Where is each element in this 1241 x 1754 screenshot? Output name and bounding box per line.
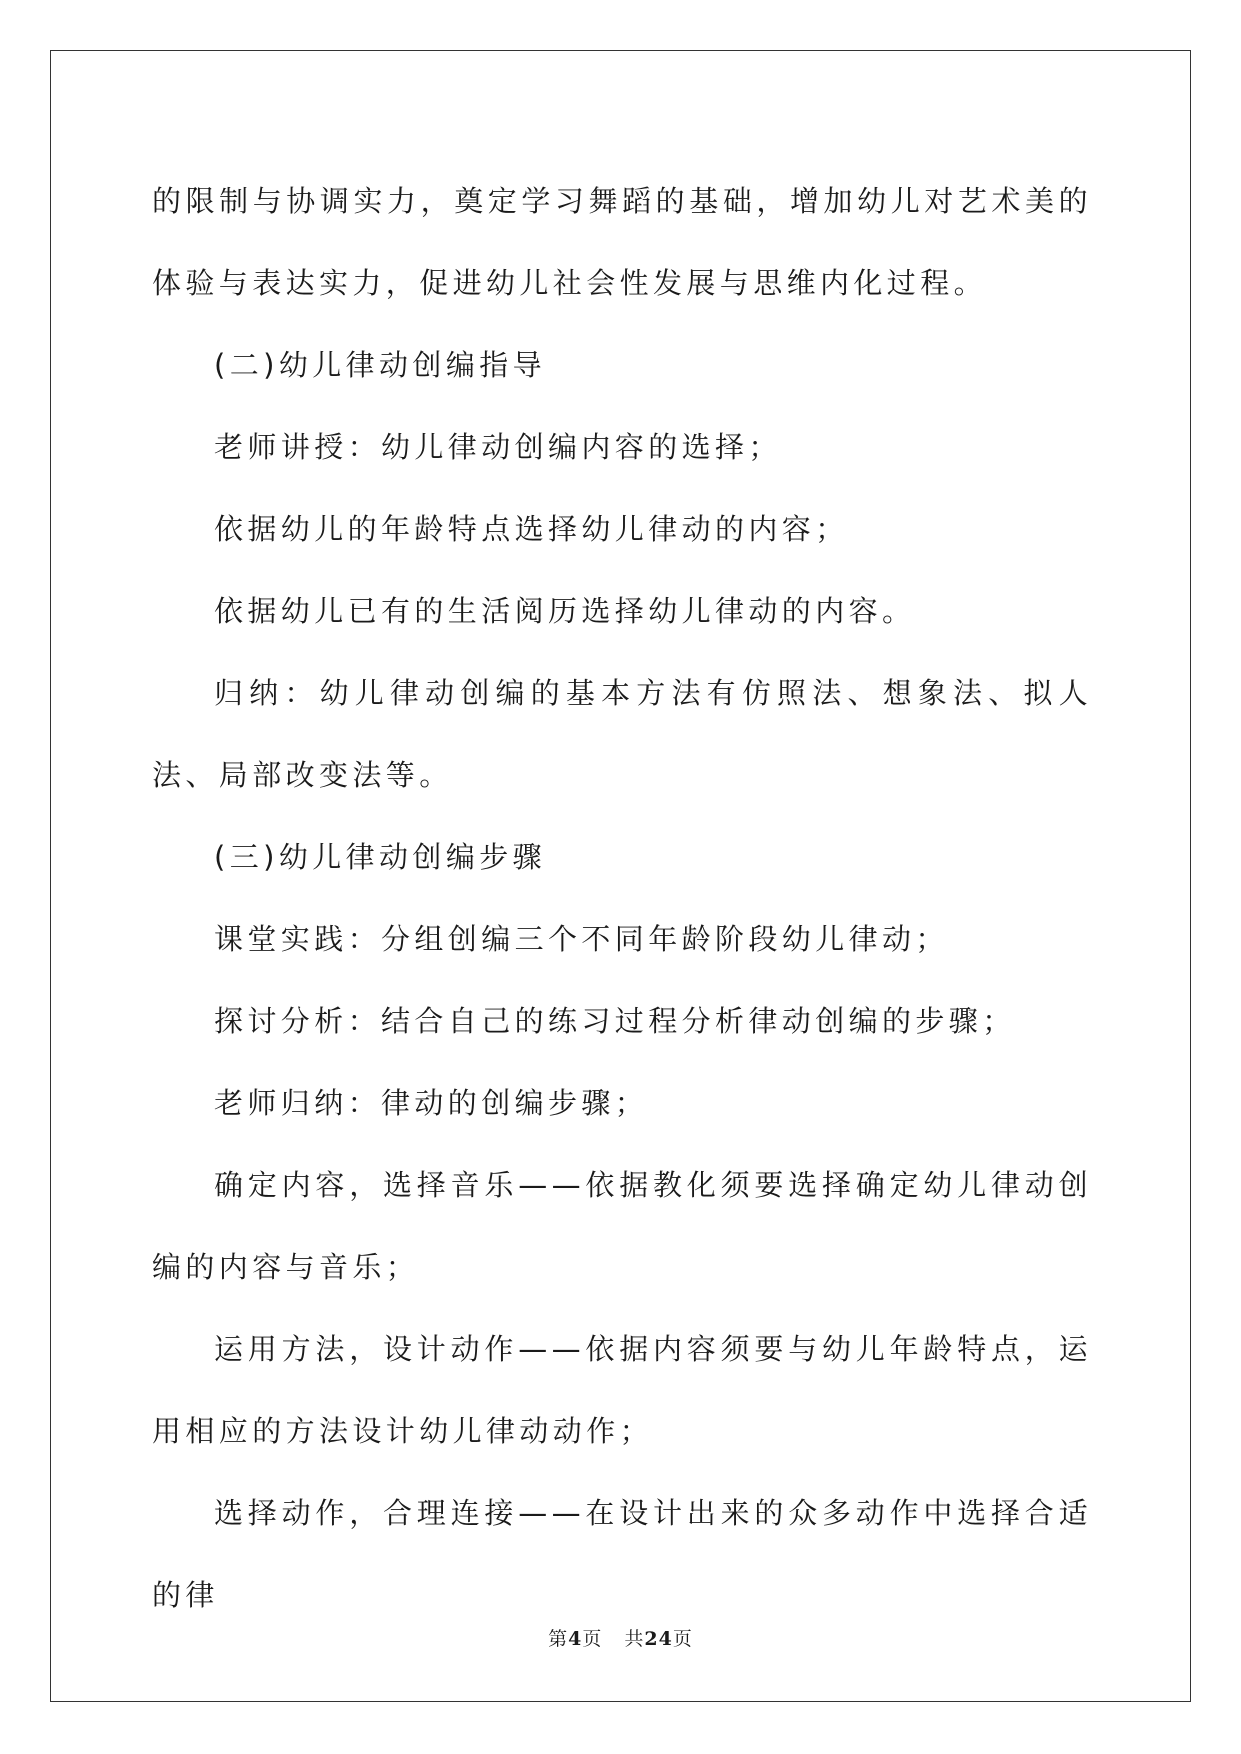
page-footer <box>0 1624 1241 1651</box>
paragraph-10: 老师归纳：律动的创编步骤； <box>214 1086 649 1120</box>
page-prefix: 第 <box>548 1628 569 1650</box>
paragraph-12: 运用方法，设计动作——依据内容须要与幼儿年龄特点，运用相应的方法设计幼儿律动动作； <box>152 1332 1092 1448</box>
paragraph-6: 归纳：幼儿律动创编的基本方法有仿照法、想象法、拟人法、局部改变法等。 <box>152 676 1092 792</box>
section-heading-3: (三)幼儿律动创编步骤 <box>214 840 547 874</box>
paragraph-4: 依据幼儿的年龄特点选择幼儿律动的内容； <box>214 512 849 546</box>
paragraph-5: 依据幼儿已有的生活阅历选择幼儿律动的内容。 <box>214 594 916 628</box>
page-total: 24 <box>644 1628 673 1650</box>
paragraph-13: 选择动作，合理连接——在设计出来的众多动作中选择合适的律 <box>152 1496 1092 1612</box>
total-suffix: 页 <box>672 1628 693 1650</box>
document-body <box>152 160 1092 1636</box>
paragraph-3: 老师讲授：幼儿律动创编内容的选择； <box>214 430 782 464</box>
page-current: 4 <box>568 1628 583 1650</box>
total-prefix: 共 <box>624 1628 645 1650</box>
paragraph-9: 探讨分析：结合自己的练习过程分析律动创编的步骤； <box>214 1004 1016 1038</box>
paragraph-11: 确定内容，选择音乐——依据教化须要选择确定幼儿律动创编的内容与音乐； <box>152 1168 1092 1284</box>
section-heading-2: (二)幼儿律动创编指导 <box>214 348 547 382</box>
page-suffix: 页 <box>582 1628 603 1650</box>
paragraph-8: 课堂实践：分组创编三个不同年龄阶段幼儿律动； <box>214 922 949 956</box>
paragraph-1: 的限制与协调实力，奠定学习舞蹈的基础，增加幼儿对艺术美的体验与表达实力，促进幼儿社会性发展与思维内化过程。 <box>152 184 1092 300</box>
